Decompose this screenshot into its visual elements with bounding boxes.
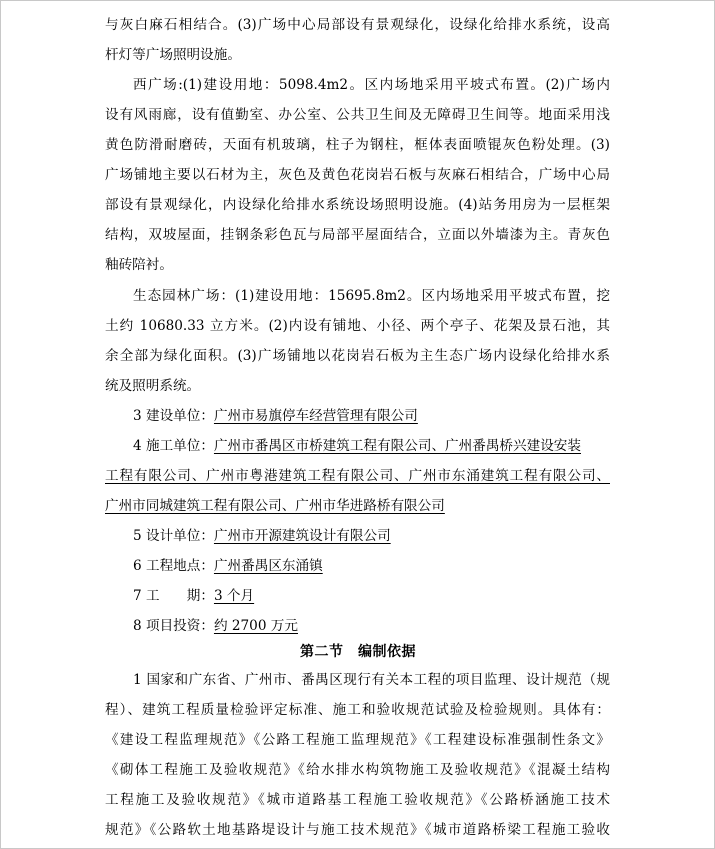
text-line: 设有风雨廊，设有值勤室、办公室、公共卫生间及无障碍卫生间等。地面采用浅: [105, 107, 610, 123]
contractor-value-line2-text: 工程有限公司、广州市粤港建筑工程有限公司、广州市东涌建筑工程有限公司、: [105, 468, 610, 484]
text-line: 土约 10680.33 立方米。(2)内设有铺地、小径、两个亭子、花架及景石池，其: [105, 318, 610, 334]
section-heading: 第二节 编制依据: [300, 644, 416, 660]
period-value: 3 个月: [213, 588, 255, 604]
contractor-value-line1: 广州市番禺区市桥建筑工程有限公司、广州番禺桥兴建设安装: [213, 438, 581, 454]
location-label: 6 工程地点：: [133, 558, 214, 574]
contractor-label: 4 施工单位：: [133, 438, 214, 454]
text-line: 杆灯等广场照明设施。: [105, 47, 241, 63]
paragraph-eco-garden-plaza: [105, 281, 610, 401]
project-info-list: [105, 401, 610, 641]
investment-item: [105, 611, 610, 641]
text-line: 与灰白麻石相结合。(3)广场中心局部设有景观绿化，设绿化给排水系统，设高: [105, 17, 610, 33]
designer-label: 5 设计单位：: [133, 528, 214, 544]
text-line: 黄色防滑耐磨砖，天面有机玻璃，柱子为钢柱，框体表面喷锟灰色粉处理。(3): [105, 137, 610, 153]
text-line: 广场铺地主要以石材为主，灰色及黄色花岗岩石板与灰麻石相结合，广场中心局: [105, 167, 610, 183]
text-line: 部设有景观绿化，内设绿化给排水系统设场照明设施。(4)站务用房为一层框架: [105, 197, 610, 213]
text-line: 西广场:(1)建设用地：5098.4m2。区内场地采用平坡式布置。(2)广场内: [133, 77, 610, 93]
period-item: [105, 581, 610, 611]
location-item: [105, 551, 610, 581]
period-label: 7 工 期：: [133, 588, 214, 604]
contractor-value-line3: [105, 491, 610, 521]
text-line: 规范》《公路软土地基路堤设计与施工技术规范》《城市道路桥梁工程施工验收: [105, 822, 610, 838]
designer-value: 广州市开源建筑设计有限公司: [213, 528, 391, 544]
text-line: 《砌体工程施工及验收规范》《给水排水构筑物施工及验收规范》《混凝土结构: [105, 762, 610, 778]
text-line: 生态园林广场：(1)建设用地：15695.8m2。区内场地采用平坡式布置，挖: [133, 288, 610, 304]
location-value: 广州番禺区东涌镇: [213, 558, 323, 574]
text-line: 统及照明系统。: [105, 378, 201, 394]
builder-value: 广州市易旗停车经营管理有限公司: [213, 408, 418, 424]
contractor-value-line2: [105, 461, 610, 491]
builder-item: [105, 401, 610, 431]
text-line: 釉砖陪衬。: [105, 257, 173, 273]
contractor-value-line3-text: 广州市同城建筑工程有限公司、广州市华进路桥有限公司: [105, 498, 445, 514]
builder-label: 3 建设单位：: [133, 408, 214, 424]
text-line: 余全部为绿化面积。(3)广场铺地以花岗岩石板为主生态广场内设绿化给排水系: [105, 348, 610, 364]
paragraph-basis: [105, 665, 610, 845]
text-line: 程）、建筑工程质量检验评定标准、施工和验收规范试验及检验规则。具体有：: [105, 702, 610, 718]
contractor-item: [105, 431, 610, 461]
paragraph-west-plaza: [105, 70, 610, 280]
paragraph-plaza-continuation: [105, 10, 610, 70]
investment-value: 约 2700 万元: [213, 618, 298, 634]
designer-item: [105, 521, 610, 551]
text-line: 结构，双坡屋面，挂钢条彩色瓦与局部平屋面结合，立面以外墙漆为主。青灰色: [105, 227, 610, 243]
investment-label: 8 项目投资：: [133, 618, 214, 634]
text-line: 工程施工及验收规范》《城市道路基工程施工验收规范》《公路桥涵施工技术: [105, 792, 610, 808]
text-line: 《建设工程监理规范》《公路工程施工监理规范》《工程建设标准强制性条文》: [105, 732, 610, 748]
text-line: 1 国家和广东省、广州市、番禺区现行有关本工程的项目监理、设计规范（规: [133, 672, 610, 688]
